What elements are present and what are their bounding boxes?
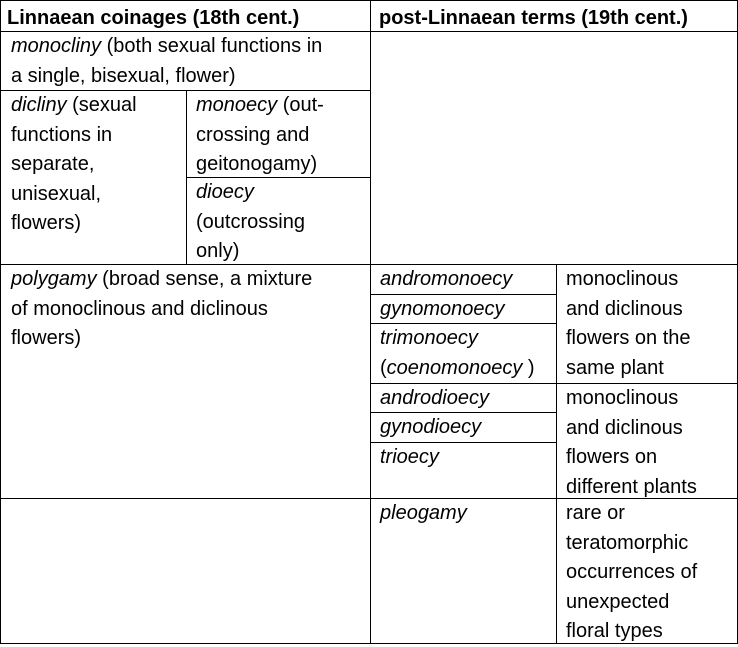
same-plant-desc-line: flowers on the (566, 327, 691, 349)
rule-dicliny-divider (186, 90, 187, 264)
pleogamy-desc-line: unexpected (566, 590, 670, 613)
dicliny-desc-line: unisexual, (11, 182, 102, 205)
gynomonoecy-term: gynomonoecy (380, 298, 505, 320)
paren-open: ( (380, 356, 387, 379)
polygamy-desc-line: of monoclinous and diclinous (11, 297, 268, 320)
monocliny-cell (11, 32, 322, 91)
gynodioecy-term: gynodioecy (380, 416, 482, 438)
polygamy-desc-1: (broad sense, a mixture (96, 268, 313, 290)
pleogamy-desc-line: rare or (566, 502, 625, 524)
same-plant-desc-line: and diclinous (566, 297, 683, 320)
dicliny-line-1 (11, 91, 137, 121)
dicliny-desc-line: flowers) (11, 212, 82, 234)
pleogamy-desc-line: teratomorphic (566, 531, 689, 554)
monoecy-line-1 (196, 91, 324, 121)
polygamy-term: polygamy (11, 268, 97, 290)
monoecy-desc-line: geitonogamy) (196, 153, 318, 175)
header-post-linnaean-terms: post-Linnaean terms (19th cent.) (379, 7, 688, 29)
monoecy-term: monoecy (196, 94, 278, 116)
header-linnaean-coinages: Linnaean coinages (18th cent.) (7, 7, 300, 29)
andromonoecy-term: andromonoecy (380, 268, 513, 290)
monocliny-line-1 (11, 32, 322, 62)
same-plant-description (566, 265, 691, 383)
polygamy-line-1 (11, 265, 312, 295)
coenomonoecy-term: coenomonoecy (386, 356, 523, 379)
dicliny-desc-1: (sexual (66, 94, 137, 116)
different-plant-desc-line: monoclinous (566, 387, 679, 409)
dioecy-cell (196, 178, 305, 267)
pleogamy-desc-line: occurrences of (566, 561, 698, 583)
dicliny-desc-line: separate, (11, 153, 95, 175)
monoecy-cell (196, 91, 324, 180)
trimonoecy-cell (380, 324, 535, 383)
dioecy-desc-line: (outcrossing (196, 210, 305, 233)
dicliny-cell (11, 91, 137, 239)
dicliny-term: dicliny (11, 94, 67, 116)
dioecy-term: dioecy (196, 181, 254, 203)
monocliny-desc-2: a single, bisexual, flower) (11, 64, 236, 87)
androdioecy-term: androdioecy (380, 387, 489, 409)
dioecy-desc-line: only) (196, 240, 240, 262)
rule-column-divider (370, 1, 371, 643)
rule-terms-divider (556, 264, 557, 643)
monoecy-desc-line: crossing and (196, 123, 310, 146)
different-plant-desc-line: different plants (566, 475, 697, 498)
paren-close: ) (522, 356, 535, 379)
different-plant-description (566, 384, 697, 502)
trioecy-term: trioecy (380, 446, 439, 468)
same-plant-desc-line: same plant (566, 356, 664, 379)
polygamy-cell (11, 265, 312, 354)
monoecy-desc-1: (out- (277, 94, 324, 116)
monocliny-term: monocliny (11, 35, 102, 57)
dicliny-desc-line: functions in (11, 123, 113, 146)
different-plant-desc-line: and diclinous (566, 416, 683, 439)
same-plant-desc-line: monoclinous (566, 268, 679, 290)
pleogamy-desc-line: floral types (566, 620, 663, 642)
monocliny-desc-1: (both sexual functions in (101, 35, 323, 57)
pleogamy-term: pleogamy (380, 502, 467, 524)
polygamy-desc-line: flowers) (11, 327, 82, 349)
pleogamy-description (566, 499, 697, 647)
trimonoecy-term: trimonoecy (380, 327, 478, 349)
different-plant-desc-line: flowers on (566, 446, 658, 468)
coenomonoecy-line (380, 354, 535, 384)
